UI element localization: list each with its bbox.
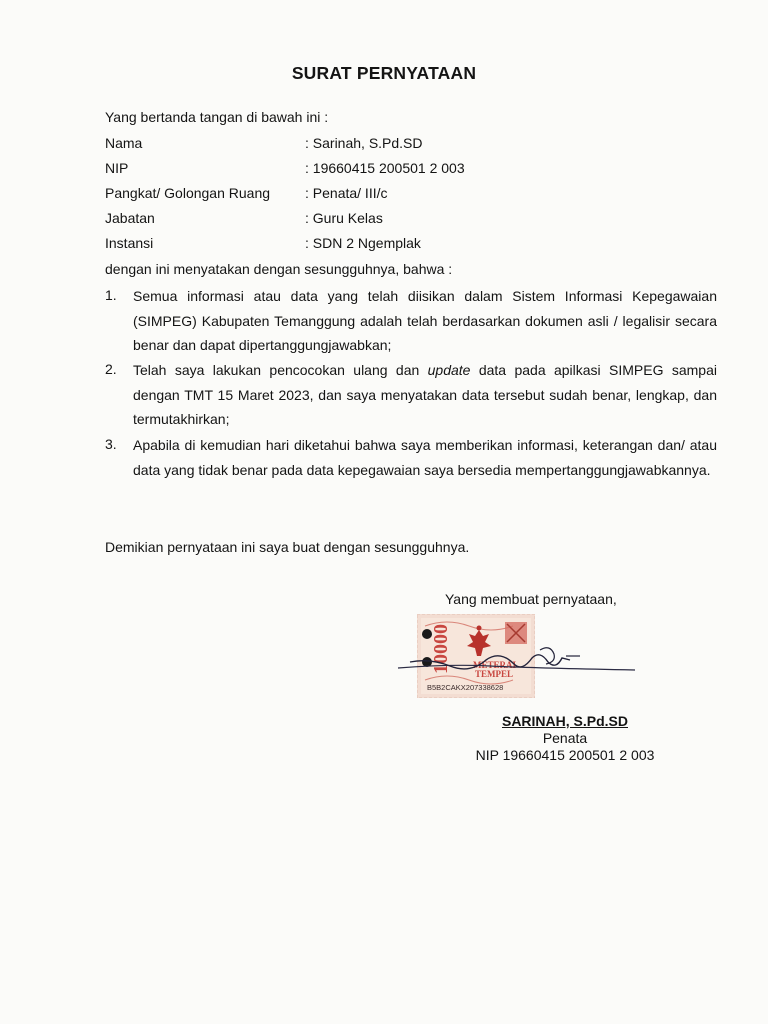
intro-text: Yang bertanda tangan di bawah ini : [105, 109, 329, 125]
field-label-pangkat: Pangkat/ Golongan Ruang [105, 185, 271, 201]
stamp-label-2: TEMPEL [475, 669, 514, 679]
closing-text: Demikian pernyataan ini saya buat dengan sesungguhnya. [105, 539, 470, 555]
signer-name: SARINAH, S.Pd.SD [501, 713, 628, 729]
field-value-jabatan: : Guru Kelas [305, 210, 383, 226]
signature-block [440, 713, 690, 764]
stamp-serial: B5B2CAKX207338628 [427, 683, 504, 692]
item-text-1: Semua informasi atau data yang telah diisikan dalam Sistem Informasi Kepegawaian (SIMPEG) Kabupaten Temanggung adalah telah berdasarkan dokumen asli / legalisir secara benar dan dapat dipertanggungjawabkan; [133, 288, 717, 353]
field-value-nip: : 19660415 200501 2 003 [305, 160, 465, 176]
field-label-jabatan: Jabatan [105, 210, 155, 226]
statement-intro: dengan ini menyatakan dengan sesungguhnya, bahwa : [105, 261, 453, 277]
item-2-text-before: Telah saya lakukan pencocokan ulang dan [133, 362, 428, 378]
field-label-nama: Nama [105, 135, 143, 151]
signer-rank: Penata [542, 730, 588, 746]
item-text-3: Apabila di kemudian hari diketahui bahwa saya memberikan informasi, keterangan dan/ atau data yang tidak benar pada data kepegawaian saya bersedia mempertanggungjawabkannya. [133, 437, 717, 478]
item-number-3: 3. [105, 436, 117, 452]
signature-heading: Yang membuat pernyataan, [445, 591, 617, 607]
item-number-2: 2. [105, 361, 117, 377]
item-2-text-after: data pada apilkasi SIMPEG sampai dengan TMT 15 Maret 2023, dan saya menyatakan data tersebut sudah benar, lengkap, dan termutakhirkan; [133, 362, 717, 427]
field-label-instansi: Instansi [105, 235, 154, 251]
item-text-2 [133, 358, 717, 432]
item-2-text-italic: update [427, 362, 471, 378]
item-number-1: 1. [105, 287, 117, 303]
stamp-label-1: METERAI [473, 660, 517, 670]
field-value-instansi: : SDN 2 Ngemplak [305, 235, 421, 251]
field-value-pangkat: : Penata/ III/c [305, 185, 388, 201]
document-title: SURAT PERNYATAAN [291, 63, 477, 83]
signer-nip: NIP 19660415 200501 2 003 [475, 747, 655, 763]
field-label-nip: NIP [105, 160, 129, 176]
field-value-nama: : Sarinah, S.Pd.SD [305, 135, 423, 151]
stamp-value: 10000 [430, 624, 452, 674]
handwritten-signature [390, 640, 640, 690]
